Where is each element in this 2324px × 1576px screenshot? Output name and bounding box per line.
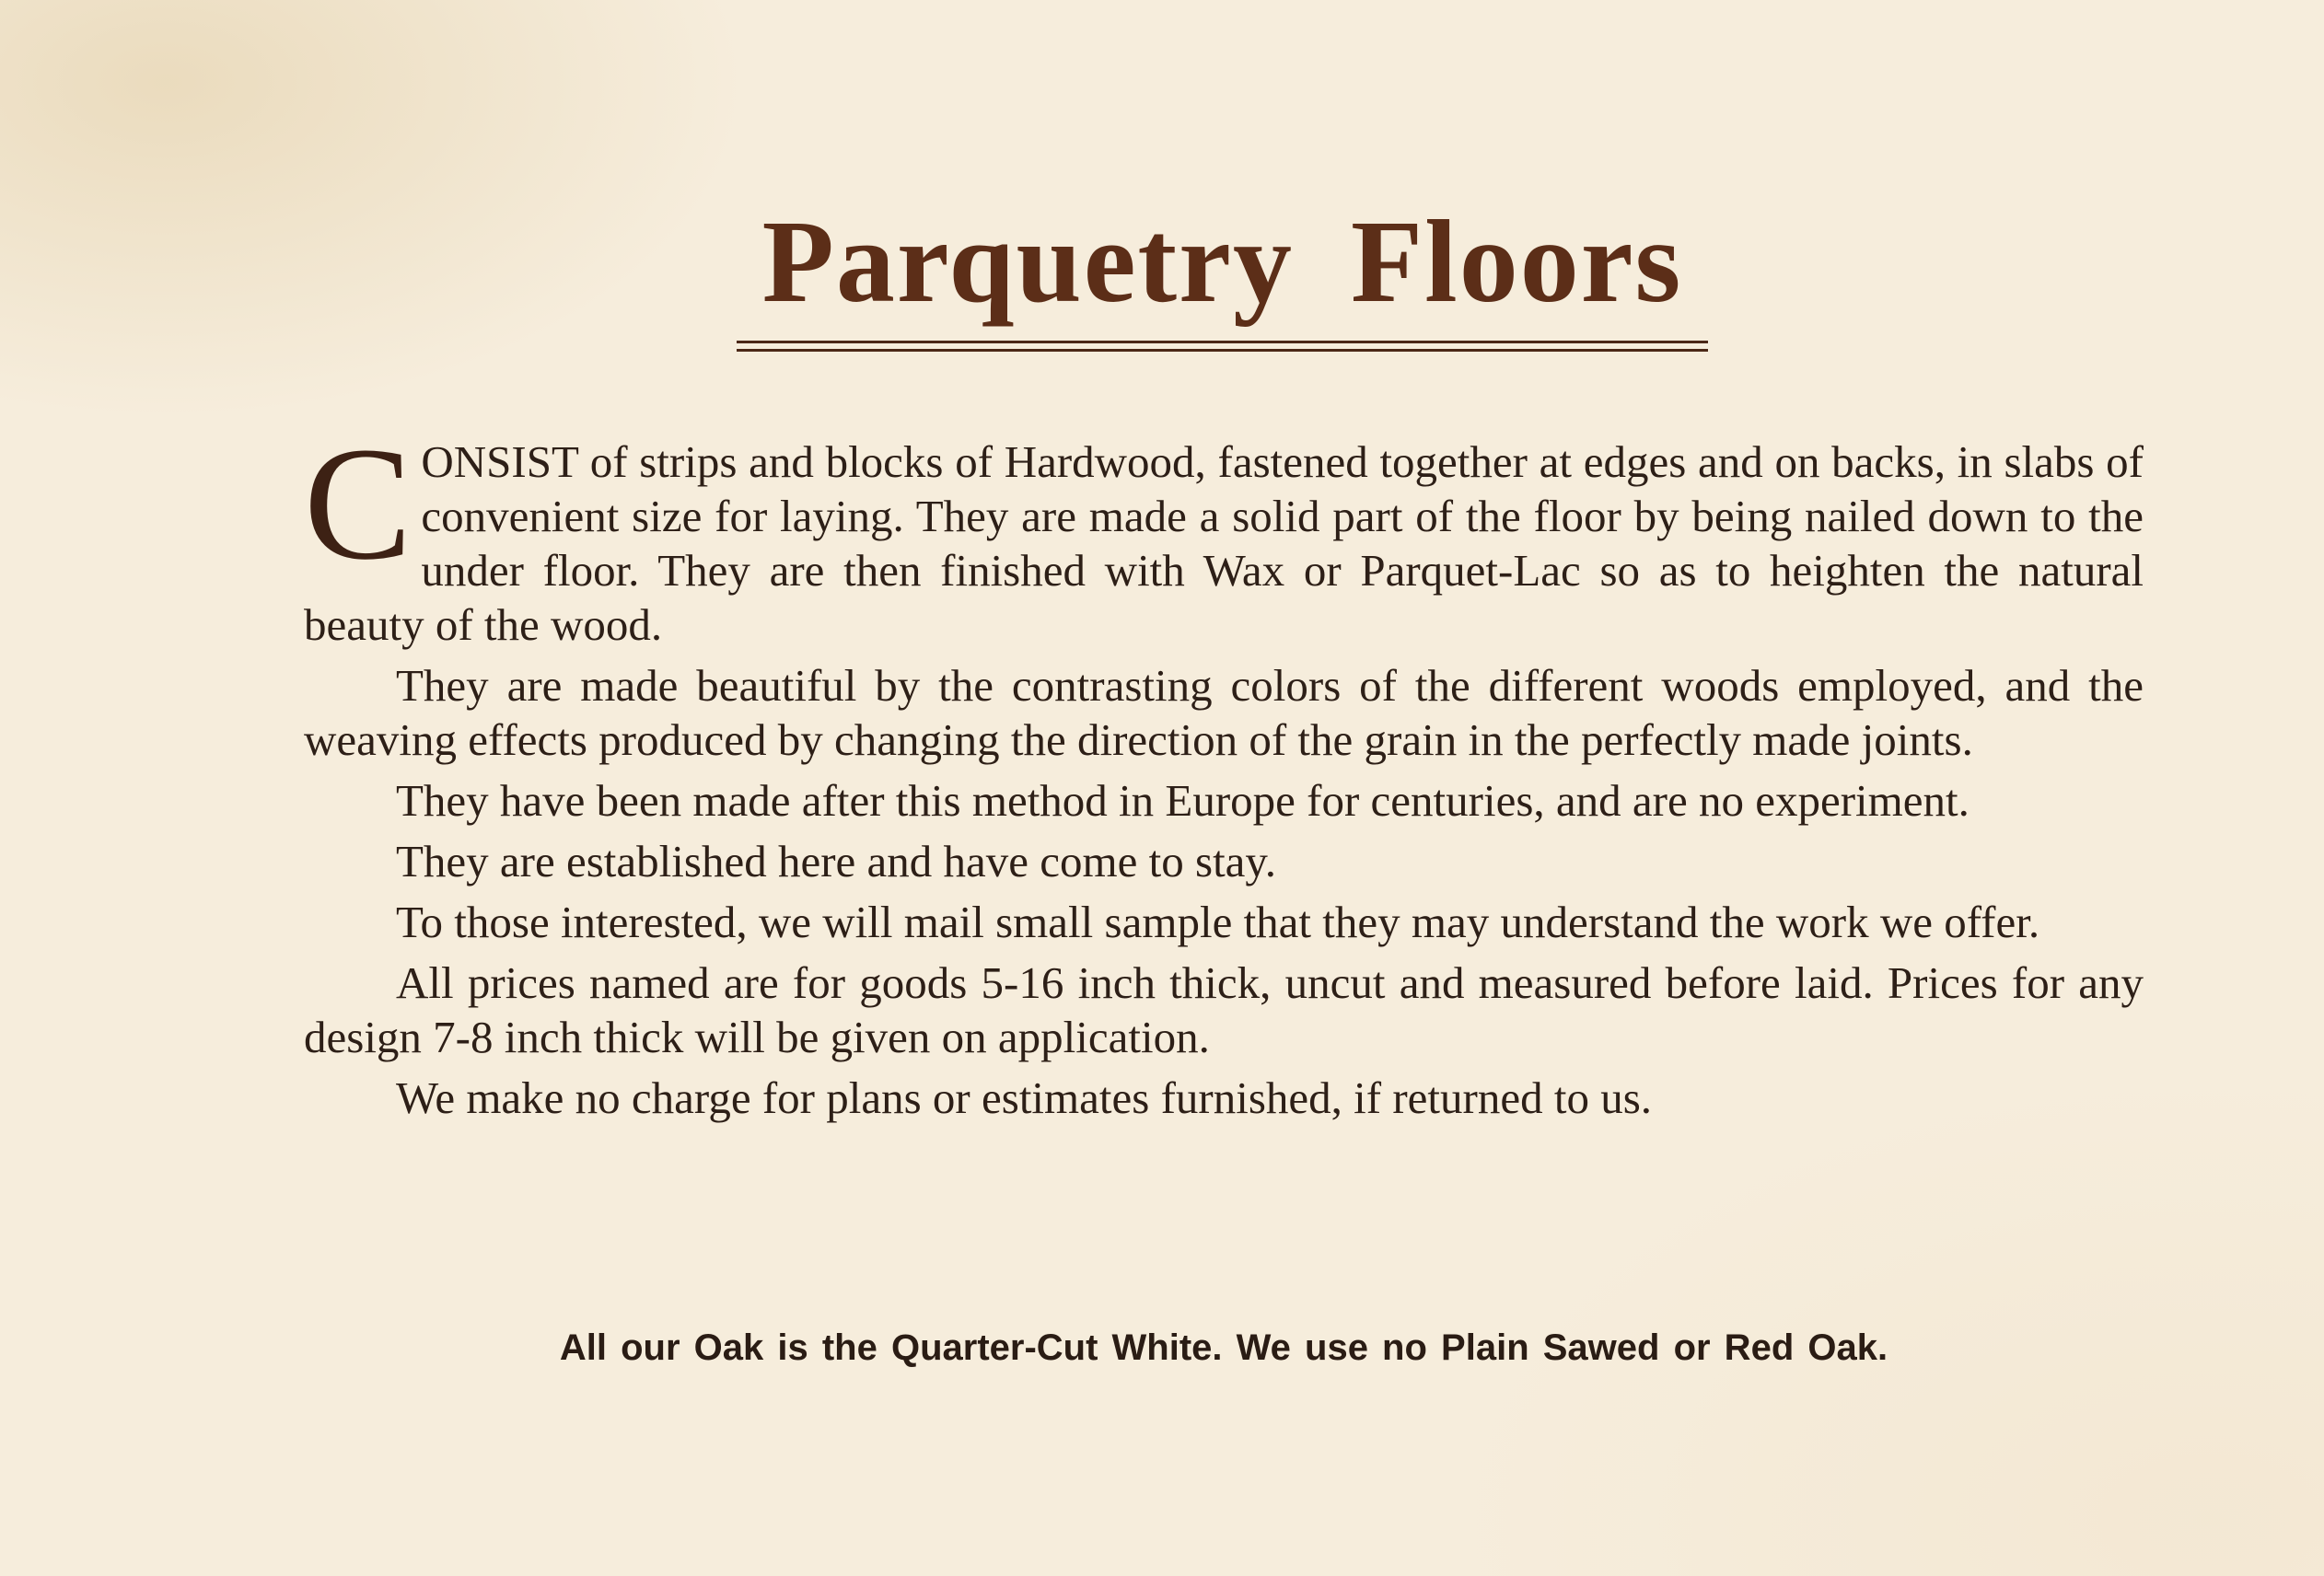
paragraph-7: We make no charge for plans or estimates furnished, if returned to us. — [396, 1072, 1653, 1123]
paragraph-4: They are established here and have come to stay. — [396, 836, 1277, 886]
paragraph-5: To those interested, we will mail small sample that they may understand the work we offer. — [396, 897, 2040, 947]
drop-cap: C — [304, 414, 413, 594]
footer-note: All our Oak is the Quarter-Cut White. We use no Plain Sawed or Red Oak. — [559, 1327, 1888, 1368]
body-text — [304, 414, 2144, 1131]
paragraph-3: They have been made after this method in Europe for centuries, and are no experiment. — [396, 775, 1970, 826]
paragraph-2: They are made beautiful by the contrasting colors of the different woods employed, and the weaving effects produced by changing the direction of the grain in the perfectly made joints. — [304, 660, 2144, 765]
paragraph-1-text: ONSIST of strips and blocks of Hardwood, fastened together at edges and on backs, in slabs of convenient size for laying. They are made a solid part of the floor by being nailed down to the under floor. They are then finished with Wax or Parquet-Lac so as to heighten the natural beauty of the wood. — [304, 436, 2144, 650]
title-double-rule — [737, 341, 1708, 352]
page-title: Parquetry Floors — [761, 196, 1683, 327]
title-block — [737, 196, 1708, 352]
paragraph-6: All prices named are for goods 5-16 inch thick, uncut and measured before laid. Prices for any design 7-8 inch thick will be given on application. — [304, 957, 2144, 1062]
paragraph-1 — [304, 414, 2144, 652]
